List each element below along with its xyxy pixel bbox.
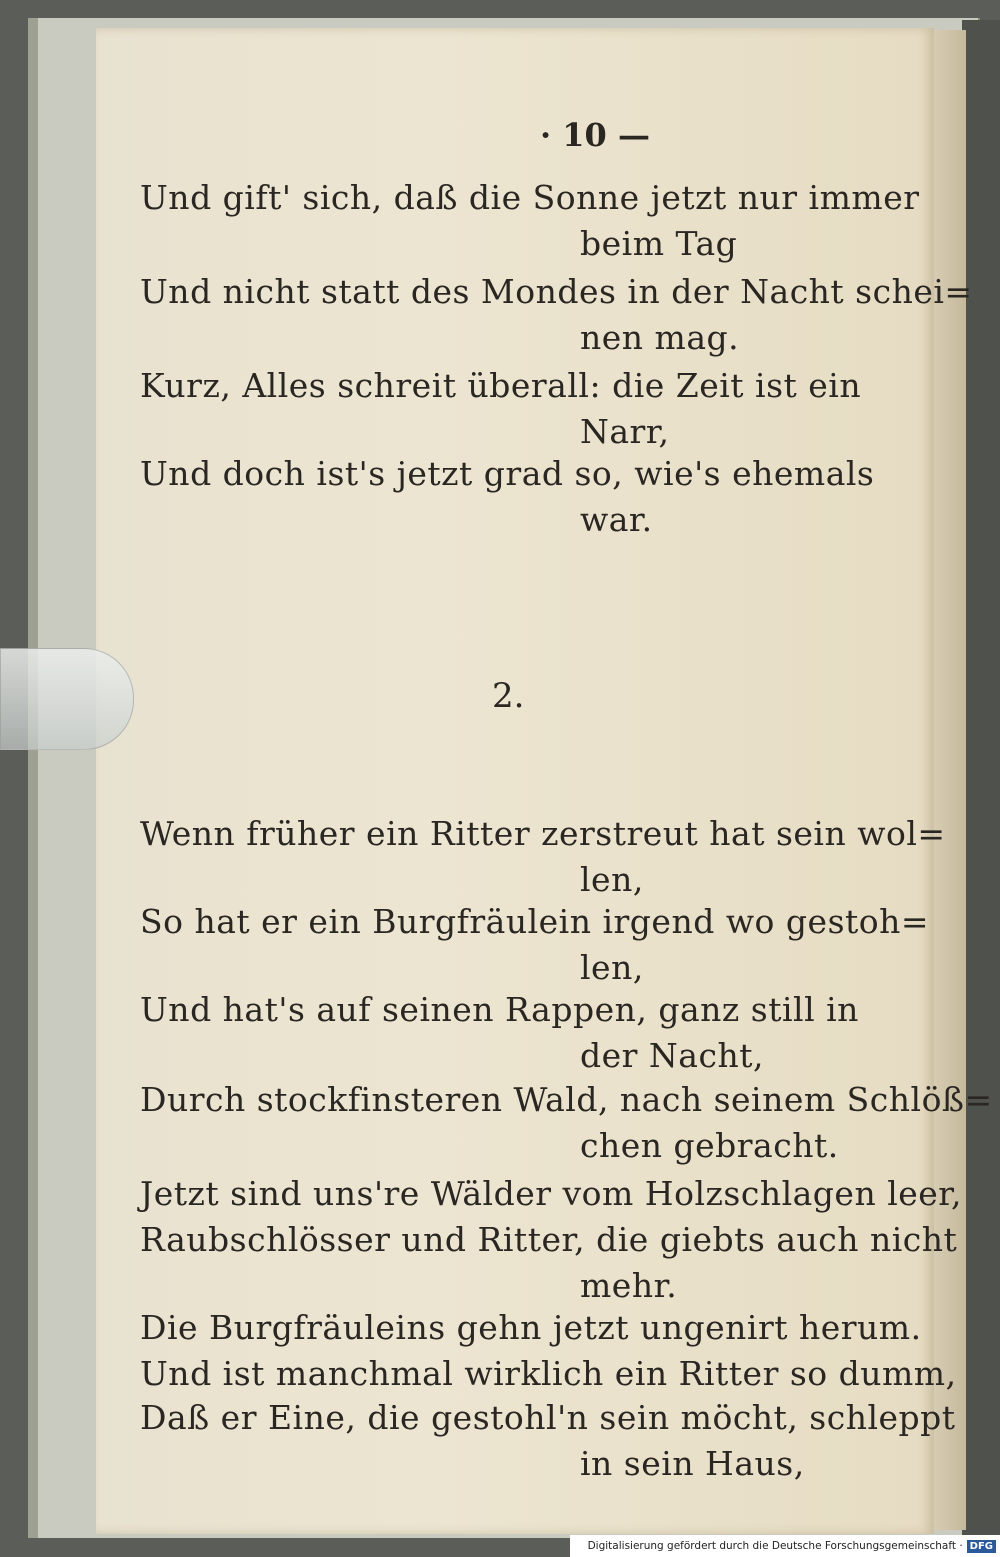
- verse-continuation: mehr.: [580, 1266, 678, 1305]
- book-spine-edge: [28, 18, 38, 1538]
- verse-continuation: der Nacht,: [580, 1036, 764, 1075]
- verse-continuation: len,: [580, 948, 644, 987]
- verse-line: Und nicht statt des Mondes in der Nacht schei=: [140, 272, 973, 311]
- verse-line: Und doch ist's jetzt grad so, wie's ehemals: [140, 454, 875, 493]
- verse-line: Durch stockfinsteren Wald, nach seinem Schlöß=: [140, 1080, 993, 1119]
- verse-continuation: war.: [580, 500, 653, 539]
- verse-line: Raubschlösser und Ritter, die giebts auch nicht: [140, 1220, 958, 1259]
- background-right: [962, 20, 1000, 1540]
- section-number: 2.: [492, 676, 525, 716]
- verse-continuation: beim Tag: [580, 224, 738, 263]
- verse-line: Daß er Eine, die gestohl'n sein möcht, schleppt: [140, 1398, 956, 1437]
- verse-line: Wenn früher ein Ritter zerstreut hat sein wol=: [140, 814, 946, 853]
- page-number: · 10 —: [540, 116, 650, 154]
- book-page: [96, 28, 993, 1534]
- verse-line: Und hat's auf seinen Rappen, ganz still in: [140, 990, 859, 1029]
- verse-line: Die Burgfräuleins gehn jetzt ungenirt herum.: [140, 1308, 922, 1347]
- digitization-credit: [570, 1535, 1000, 1557]
- verse-line: So hat er ein Burgfräulein irgend wo gestoh=: [140, 902, 930, 941]
- plastic-clip: [0, 648, 134, 750]
- verse-continuation: len,: [580, 860, 644, 899]
- verse-continuation: in sein Haus,: [580, 1444, 805, 1483]
- dfg-logo: DFG: [967, 1540, 996, 1553]
- verse-line: Und ist manchmal wirklich ein Ritter so dumm,: [140, 1354, 957, 1393]
- verse-continuation: chen gebracht.: [580, 1126, 839, 1165]
- page-fold: [930, 30, 966, 1530]
- verse-line: Und gift' sich, daß die Sonne jetzt nur immer: [140, 178, 920, 217]
- verse-continuation: Narr,: [580, 412, 670, 451]
- verse-line: Jetzt sind uns're Wälder vom Holzschlagen leer,: [140, 1174, 962, 1213]
- verse-line: Kurz, Alles schreit überall: die Zeit ist ein: [140, 366, 862, 405]
- credit-text: Digitalisierung gefördert durch die Deutsche Forschungsgemeinschaft ·: [587, 1540, 963, 1552]
- verse-continuation: nen mag.: [580, 318, 740, 357]
